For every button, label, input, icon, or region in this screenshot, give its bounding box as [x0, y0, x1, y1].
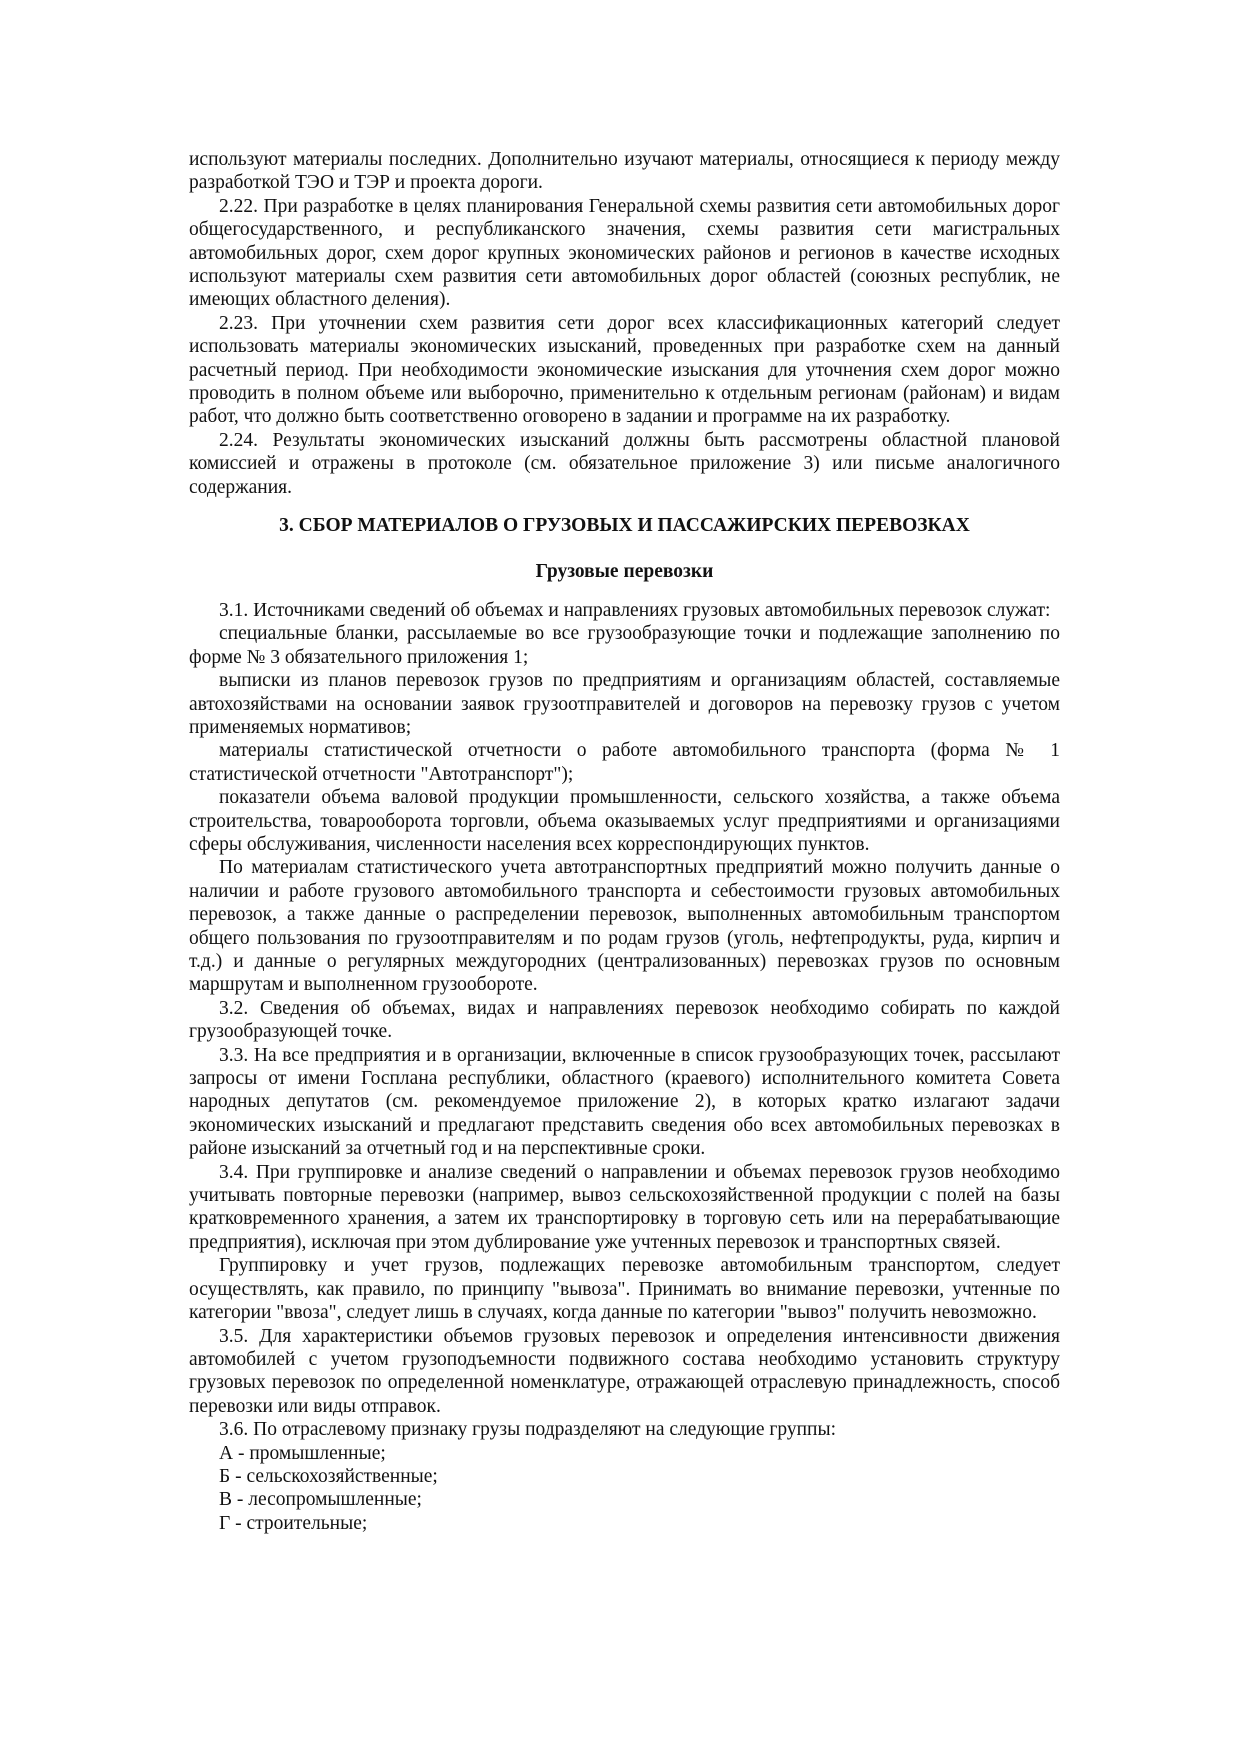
paragraph-statistical-accounting: По материалам статистического учета автотранспортных предприятий можно получить данные о наличии и работе грузового автомобильного транспорта и себестоимости грузовых автомобильных перевозок, а также данные о распределении перевозок, выполненных автомобильным транспортом общего пользования по грузоотправителям и по родам грузов (уголь, нефтепродукты, руда, кирпич и т.д.) и данные о регулярных междугородних (централизованных) перевозках грузов по основным маршрутам и выполненном грузообороте.	[189, 857, 1060, 996]
paragraph-continuation: используют материалы последних. Дополнительно изучают материалы, относящиеся к периоду между разработкой ТЭО и ТЭР и проекта дороги.	[189, 149, 1060, 194]
list-item-group-v: В - лесопромышленные;	[219, 1489, 422, 1511]
paragraph-3-5: 3.5. Для характеристики объемов грузовых перевозок и определения интенсивности движения автомобилей с учетом грузоподъемности подвижного состава необходимо установить структуру грузовых перевозок по определенной номенклатуре, отражающей отраслевую принадлежность, способ перевозки или виды отправок.	[189, 1325, 1060, 1417]
paragraph-source-plans: выписки из планов перевозок грузов по предприятиям и организациям областей, составляемые автохозяйствами на основании заявок грузоотправителей и договоров на перевозку грузов с учетом применяемых нормативов;	[189, 670, 1060, 738]
paragraph-3-4: 3.4. При группировке и анализе сведений о направлении и объемах перевозок грузов необходимо учитывать повторные перевозки (например, вывоз сельскохозяйственной продукции с полей на базы кратковременного хранения, а затем их транспортировку в торговую сеть или на перерабатывающие предприятия), исключая при этом дублирование уже учтенных перевозок и транспортных связей.	[189, 1161, 1060, 1253]
list-item-group-g: Г - строительные;	[219, 1512, 368, 1534]
paragraph-2-23: 2.23. При уточнении схем развития сети дорог всех классификационных категорий следует использовать материалы экономических изысканий, проведенных при разработке схем на данный расчетный период. При необходимости экономические изыскания для уточнения схем дорог можно проводить в полном объеме или выборочно, применительно к отдельным регионам (районам) и видам работ, что должно быть соответственно оговорено в задании и программе на их разработку.	[189, 312, 1060, 428]
subsection-heading: Грузовые перевозки	[535, 560, 714, 582]
paragraph-3-1: 3.1. Источниками сведений об объемах и направлениях грузовых автомобильных перевозок служат:	[219, 599, 1051, 621]
section-heading: 3. СБОР МАТЕРИАЛОВ О ГРУЗОВЫХ И ПАССАЖИРСКИХ ПЕРЕВОЗКАХ	[279, 515, 970, 537]
paragraph-grouping: Группировку и учет грузов, подлежащих перевозке автомобильным транспортом, следует осуществлять, как правило, по принципу "вывоза". Принимать во внимание перевозки, учтенные по категории "ввоза", следует лишь в случаях, когда данные по категории "вывоз" получить невозможно.	[189, 1255, 1060, 1324]
paragraph-2-24: 2.24. Результаты экономических изысканий должны быть рассмотрены областной плановой комиссией и отражены в протоколе (см. обязательное приложение 3) или письме аналогичного содержания.	[189, 429, 1060, 498]
paragraph-source-forms: специальные бланки, рассылаемые во все грузообразующие точки и подлежащие заполнению по форме № 3 обязательного приложения 1;	[189, 623, 1060, 668]
paragraph-3-6: 3.6. По отраслевому признаку грузы подразделяют на следующие группы:	[219, 1419, 836, 1441]
paragraph-2-22: 2.22. При разработке в целях планирования Генеральной схемы развития сети автомобильных дорог общегосударственного, и республиканского значения, схемы развития сети магистральных автомобильных дорог, схем дорог крупных экономических районов и регионов в качестве исходных используют материалы схем развития сети автомобильных дорог областей (союзных республик, не имеющих областного деления).	[189, 195, 1060, 311]
paragraph-3-2: 3.2. Сведения об объемах, видах и направлениях перевозок необходимо собирать по каждой грузообразующей точке.	[189, 997, 1060, 1043]
paragraph-source-indicators: показатели объема валовой продукции промышленности, сельского хозяйства, а также объема строительства, товарооборота торговли, объема оказываемых услуг предприятиями и организациями сферы обслуживания, численности населения всех корреспондирующих пунктов.	[189, 787, 1060, 855]
paragraph-source-statistics: материалы статистической отчетности о работе автомобильного транспорта (форма № 1 статистической отчетности "Автотранспорт");	[189, 740, 1060, 785]
list-item-group-a: А - промышленные;	[219, 1442, 386, 1464]
list-item-group-b: Б - сельскохозяйственные;	[219, 1465, 438, 1487]
document-page	[189, 148, 1060, 1535]
paragraph-3-3: 3.3. На все предприятия и в организации, включенные в список грузообразующих точек, рассылают запросы от имени Госплана республики, областного (краевого) исполнительного комитета Совета народных депутатов (см. рекомендуемое приложение 2), в которых кратко излагают задачи экономических изысканий и предлагают представить сведения обо всех автомобильных перевозках в районе изысканий за отчетный год и на перспективные сроки.	[189, 1044, 1060, 1160]
